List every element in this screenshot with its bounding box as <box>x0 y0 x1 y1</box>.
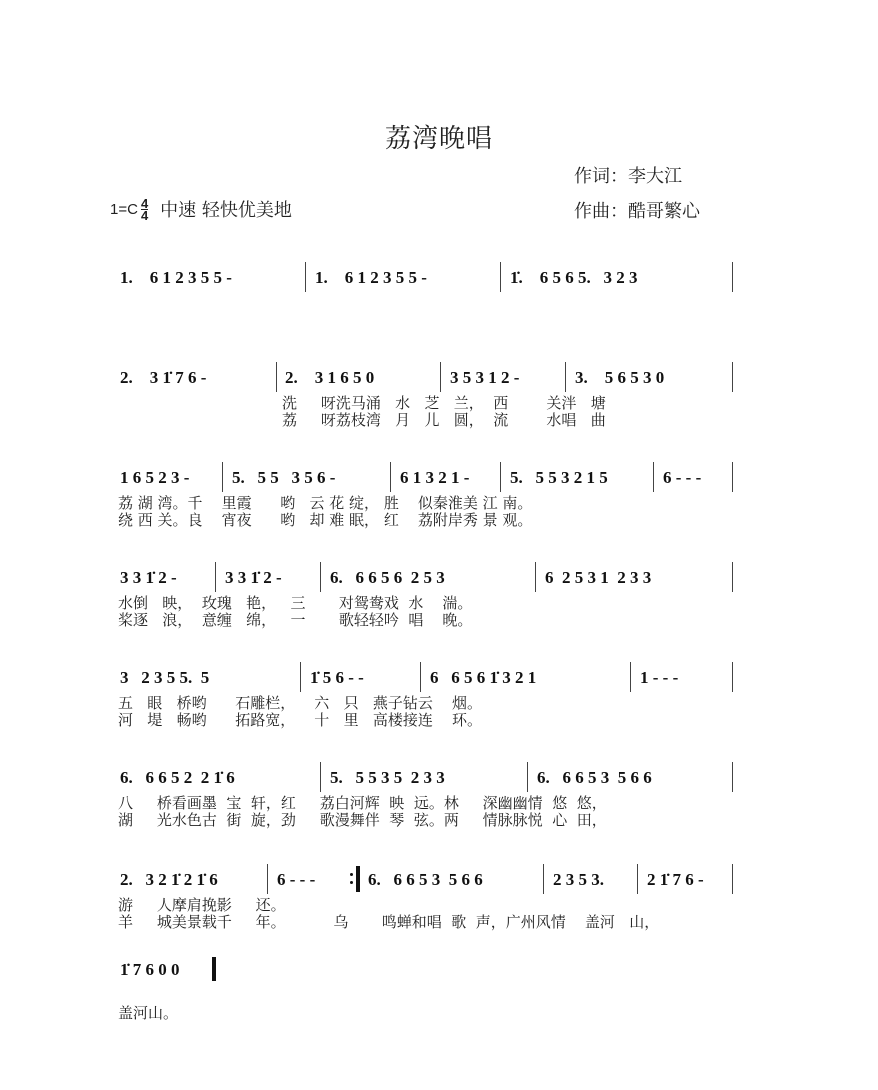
lyric-line: 五 眼 桥哟 石雕栏， 六 只 燕子钻云 烟。 <box>118 694 482 712</box>
bar-line <box>732 662 733 692</box>
key-signature: 1=C <box>110 200 138 218</box>
bar-line <box>320 762 321 792</box>
measure: 1̇ 5 6 - - <box>310 668 364 687</box>
measure: 1̇ 7 6 0 0 <box>120 960 180 979</box>
bar-line <box>222 462 223 492</box>
time-signature <box>140 195 149 223</box>
bar-line <box>565 362 566 392</box>
measure: 6 2 5 3 1 2 3 3 <box>545 568 652 587</box>
measure: 2. 3 1̇ 7 6 - <box>120 368 207 387</box>
measure: 6. 6 6 5 3 5 6 6 <box>537 768 652 787</box>
bar-line <box>732 762 733 792</box>
bar-line <box>440 362 441 392</box>
repeat-end-sign <box>350 866 362 892</box>
time-signature-bottom: 4 <box>140 207 149 223</box>
measure: 6. 6 6 5 6 2 5 3 <box>330 568 445 587</box>
lyric-line: 荔 湖 湾。千 里霞 哟 云 花 绽， 胜 似秦淮美 江 南。 <box>118 494 533 512</box>
composer-credit: 作曲：酷哥繁心 <box>574 201 700 222</box>
bar-line <box>276 362 277 392</box>
bar-line <box>732 462 733 492</box>
bar-line <box>215 562 216 592</box>
measure: 3. 5 6 5 3 0 <box>575 368 665 387</box>
tempo-marking: 中速 轻快优美地 <box>160 200 292 221</box>
lyric-line: 桨逐 浪， 意缠 绵， 一 歌轻轻吟 唱 晚。 <box>118 611 473 629</box>
bar-line <box>267 864 268 894</box>
measure: 3 2 3 5 5. 5 <box>120 668 210 687</box>
bar-line <box>637 864 638 894</box>
bar-line <box>320 562 321 592</box>
bar-line <box>732 864 733 894</box>
measure: 2 1̇ 7 6 - <box>647 870 704 889</box>
lyric-line: 河 堤 畅哟 拓路宽， 十 里 高楼接连 环。 <box>118 711 482 729</box>
bar-line <box>420 662 421 692</box>
measure: 6 1 3 2 1 - <box>400 468 470 487</box>
measure: 6 6 5 6 1̇ 3 2 1 <box>430 668 537 687</box>
key-and-tempo <box>110 196 292 222</box>
lyric-line: 羊 城美景载千 年。 乌 鸣蝉和唱 歌 声，广州风情 盖河 山， <box>118 913 660 931</box>
measure: 5. 5 5 3 5 2 3 3 <box>330 768 445 787</box>
bar-line <box>500 462 501 492</box>
time-signature-top: 4 <box>140 195 149 211</box>
lyric-line: 绕 西 关。良 宵夜 哟 却 难 眠， 红 荔附岸秀 景 观。 <box>118 511 533 529</box>
lyric-line: 盖河山。 <box>118 1004 179 1022</box>
bar-line <box>653 462 654 492</box>
measure: 6. 6 6 5 3 5 6 6 <box>368 870 483 889</box>
measure: 5. 5 5 3 5 6 - <box>232 468 336 487</box>
bar-line <box>732 562 733 592</box>
lyric-line: 游 人摩肩挽影 还。 <box>118 896 286 914</box>
lyric-line: 洗 呀洗马涌 水 芝 兰， 西 关泮 塘 <box>282 394 606 412</box>
measure: 2 3 5 3. <box>553 870 604 889</box>
bar-line <box>535 562 536 592</box>
bar-line <box>527 762 528 792</box>
measure: 5. 5 5 3 2 1 5 <box>510 468 608 487</box>
measure: 6. 6 6 5 2 2 1̇ 6 <box>120 768 235 787</box>
measure: 6 - - - <box>277 870 316 889</box>
bar-line <box>305 262 306 292</box>
bar-line <box>300 662 301 692</box>
measure: 1. 6 1 2 3 5 5 - <box>315 268 427 287</box>
bar-line <box>390 462 391 492</box>
bar-line <box>630 662 631 692</box>
measure: 3 3 1̇ 2 - <box>120 568 177 587</box>
measure: 1 - - - <box>640 668 679 687</box>
bar-line <box>500 262 501 292</box>
song-title: 荔湾晚唱 <box>384 124 493 154</box>
bar-line <box>732 262 733 292</box>
measure: 1. 6 1 2 3 5 5 - <box>120 268 232 287</box>
measure: 3 3 1̇ 2 - <box>225 568 282 587</box>
lyric-line: 八 桥看画墨 宝 轩，红 荔白河辉 映 远。林 深幽幽情 悠 悠， <box>118 794 607 812</box>
measure: 2. 3 1 6 5 0 <box>285 368 375 387</box>
measure: 3 5 3 1 2 - <box>450 368 520 387</box>
measure: 1 6 5 2 3 - <box>120 468 190 487</box>
lyric-line: 湖 光水色古 街 旋，劲 歌漫舞伴 琴 弦。两 情脉脉悦 心 田， <box>118 811 607 829</box>
lyricist-credit: 作词：李大江 <box>574 166 682 187</box>
lyric-line: 水倒 映， 玫瑰 艳， 三 对鸳鸯戏 水 湍。 <box>118 594 473 612</box>
final-bar-line <box>212 957 216 981</box>
measure: 6 - - - <box>663 468 702 487</box>
bar-line <box>543 864 544 894</box>
bar-line <box>732 362 733 392</box>
lyric-line: 荔 呀荔枝湾 月 儿 圆， 流 水唱 曲 <box>282 411 606 429</box>
measure: 1̇. 6 5 6 5. 3 2 3 <box>510 268 638 287</box>
measure: 2. 3 2 1̇ 2 1̇ 6 <box>120 870 218 889</box>
